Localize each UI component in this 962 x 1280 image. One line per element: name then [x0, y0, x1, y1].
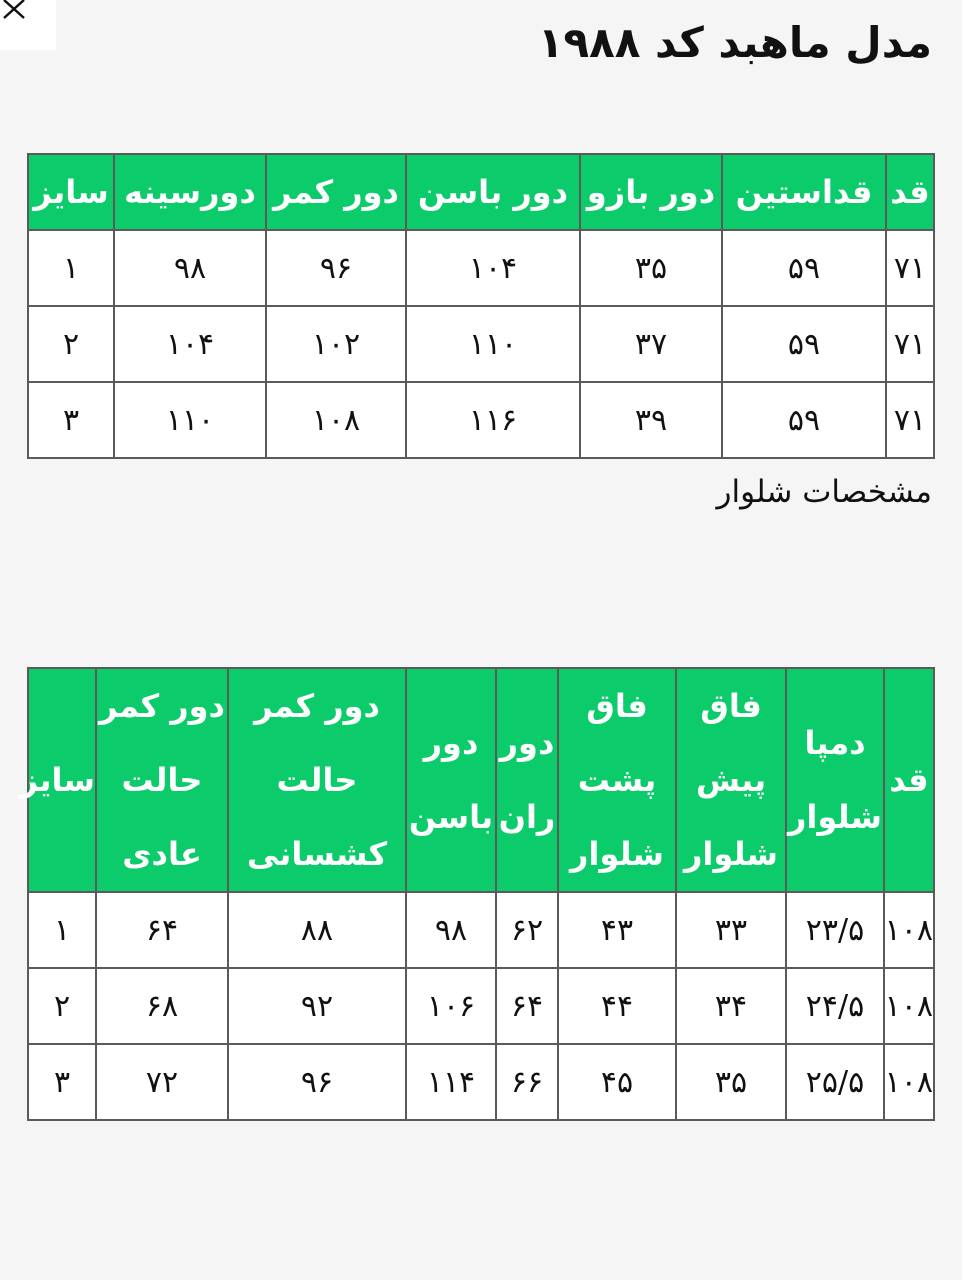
table-cell: ۳۵: [580, 230, 722, 306]
table-cell: ۴۵: [558, 1044, 676, 1120]
table-cell: ۲۳/۵: [786, 892, 884, 968]
table-cell: ۴۴: [558, 968, 676, 1044]
table-cell: ۵۹: [722, 230, 886, 306]
size-table-top: [27, 153, 935, 459]
table-cell: ۸۸: [228, 892, 406, 968]
table-cell: ۲۴/۵: [786, 968, 884, 1044]
table-cell: ۱۰۲: [266, 306, 406, 382]
close-button[interactable]: [0, 0, 56, 50]
table-cell: ۶۶: [496, 1044, 558, 1120]
table-cell: ۵۹: [722, 382, 886, 458]
table-cell: ۱۱۰: [114, 382, 266, 458]
table-cell: ۶۸: [96, 968, 228, 1044]
header-cell: دورسینه: [114, 154, 266, 230]
table-cell: ۹۸: [114, 230, 266, 306]
table-header-row: [28, 668, 934, 892]
table-cell: ۶۴: [96, 892, 228, 968]
table-cell: ۹۶: [228, 1044, 406, 1120]
table-cell: ۱۰۸: [266, 382, 406, 458]
table-cell: ۲: [28, 968, 96, 1044]
table-row: [28, 892, 934, 968]
table-cell: ۱۰۸: [884, 968, 934, 1044]
table-cell: ۱۰۸: [884, 1044, 934, 1120]
table-cell: ۷۲: [96, 1044, 228, 1120]
table-row: [28, 1044, 934, 1120]
table-cell: ۳۹: [580, 382, 722, 458]
table-cell: ۱۰۶: [406, 968, 496, 1044]
table-row: [28, 968, 934, 1044]
table-row: [28, 230, 934, 306]
table-cell: ۳۴: [676, 968, 786, 1044]
header-cell: قداستین: [722, 154, 886, 230]
table-cell: ۳۳: [676, 892, 786, 968]
table-cell: ۶۴: [496, 968, 558, 1044]
header-cell: فاق پشت شلوار: [558, 668, 676, 892]
table-cell: ۱: [28, 892, 96, 968]
section-subtitle: مشخصات شلوار: [716, 474, 932, 510]
size-table-pants: [19, 667, 935, 1121]
table-cell: ۳: [28, 382, 114, 458]
table-header-row: [28, 154, 934, 230]
table-cell: ۶۲: [496, 892, 558, 968]
table-cell: ۱۰۴: [406, 230, 580, 306]
table-cell: ۱۰۴: [114, 306, 266, 382]
table-cell: ۱: [28, 230, 114, 306]
table-cell: ۴۳: [558, 892, 676, 968]
table-cell: ۷۱: [886, 306, 934, 382]
table-row: [28, 306, 934, 382]
header-cell: دور باسن: [406, 154, 580, 230]
header-cell: دور باسن: [406, 668, 496, 892]
header-cell: سایز: [28, 154, 114, 230]
table-cell: ۳۵: [676, 1044, 786, 1120]
table-cell: ۳: [28, 1044, 96, 1120]
table-cell: ۵۹: [722, 306, 886, 382]
header-cell: فاق پیش شلوار: [676, 668, 786, 892]
header-cell: دور کمر: [266, 154, 406, 230]
table-cell: ۷۱: [886, 382, 934, 458]
table-cell: ۱۱۶: [406, 382, 580, 458]
header-cell: دور بازو: [580, 154, 722, 230]
table-cell: ۹۶: [266, 230, 406, 306]
table-cell: ۹۲: [228, 968, 406, 1044]
table-cell: ۷۱: [886, 230, 934, 306]
table-cell: ۱۰۸: [884, 892, 934, 968]
header-cell: دور ران: [496, 668, 558, 892]
table-cell: ۱۱۴: [406, 1044, 496, 1120]
page-title: مدل ماهبد کد ۱۹۸۸: [537, 18, 932, 67]
table-cell: ۲۵/۵: [786, 1044, 884, 1120]
table-cell: ۱۱۰: [406, 306, 580, 382]
table-cell: ۳۷: [580, 306, 722, 382]
header-cell: قد: [886, 154, 934, 230]
table-cell: ۹۸: [406, 892, 496, 968]
close-icon: [2, 0, 28, 22]
table-row: [28, 382, 934, 458]
header-cell: سایز: [28, 668, 96, 892]
table-cell: ۲: [28, 306, 114, 382]
header-cell: دور کمر حالت عادی: [96, 668, 228, 892]
header-cell: دمپا شلوار: [786, 668, 884, 892]
header-cell: دور کمر حالت کشسانی: [228, 668, 406, 892]
header-cell: قد: [884, 668, 934, 892]
